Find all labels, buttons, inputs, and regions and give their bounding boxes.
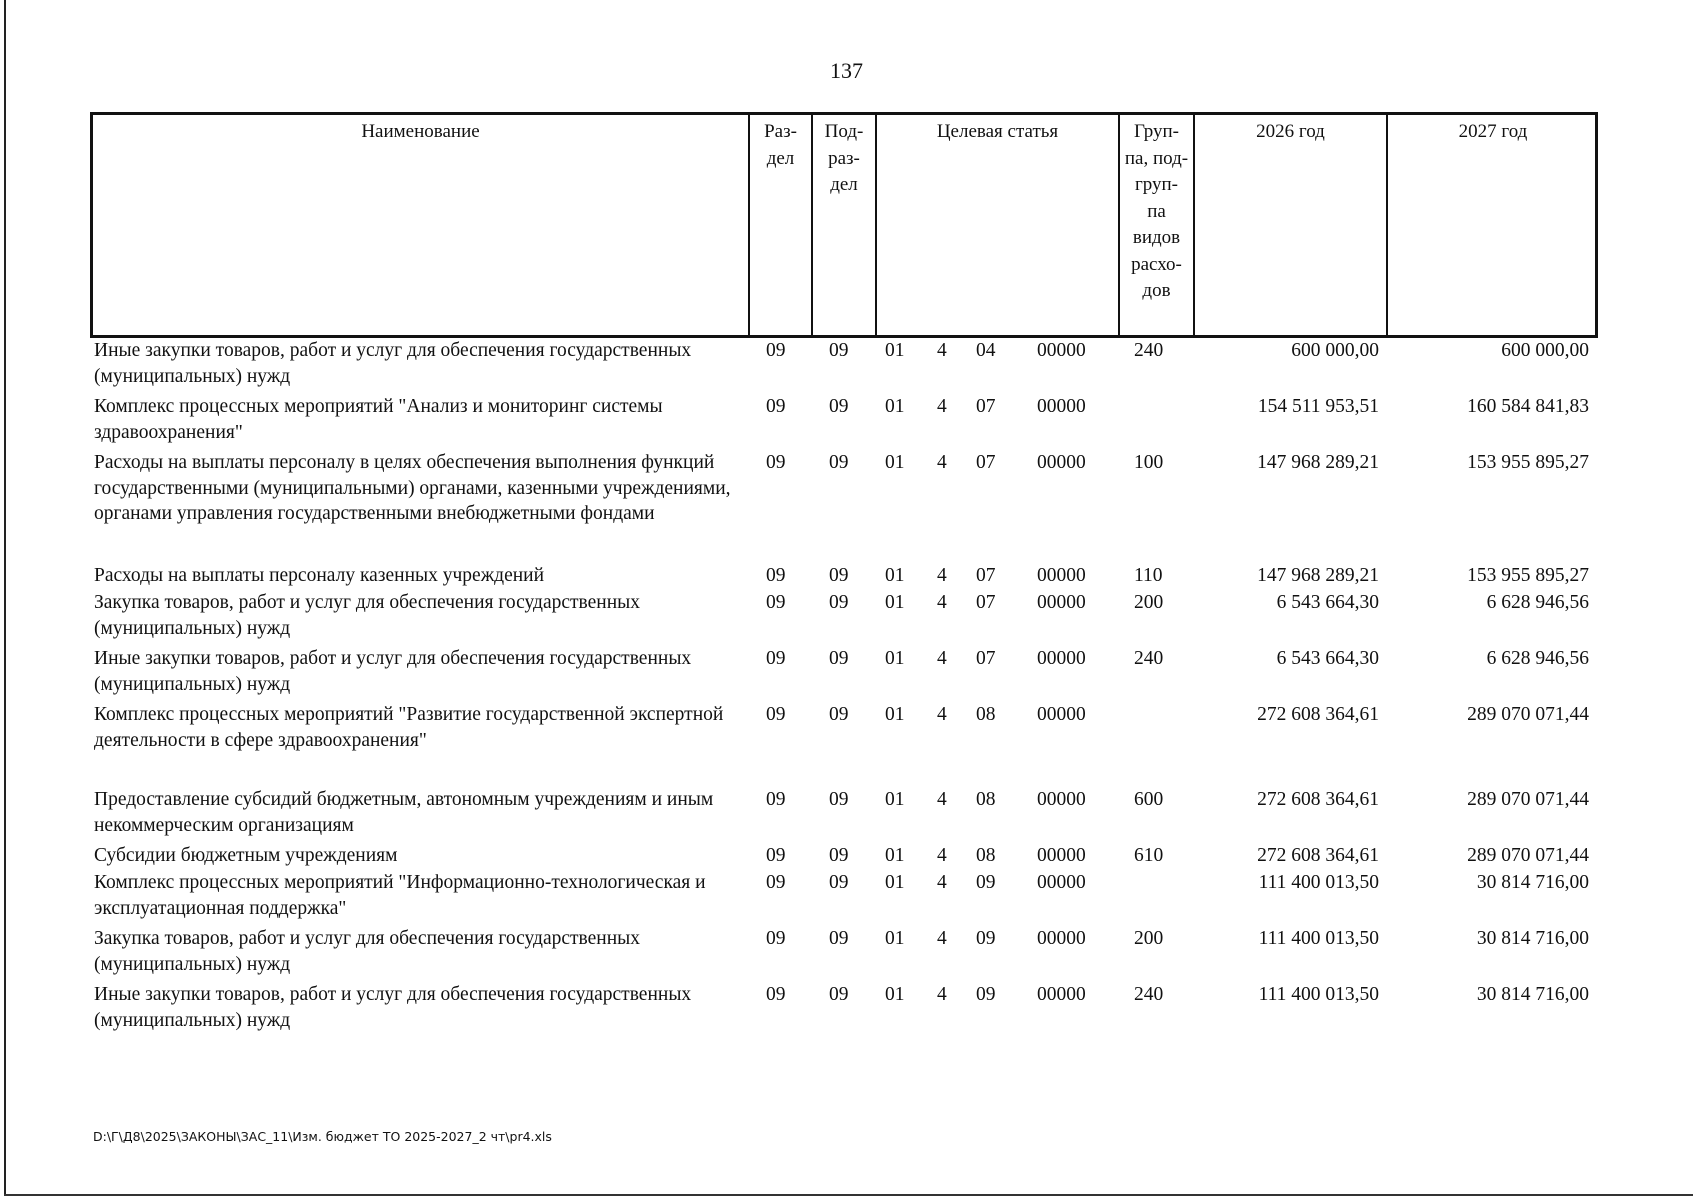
row-amount-2027: 289 070 071,44 xyxy=(1467,789,1589,810)
row-podrazdel: 09 xyxy=(829,845,849,866)
row-target-1: 01 xyxy=(885,396,905,417)
row-podrazdel: 09 xyxy=(829,452,849,473)
row-target-1: 01 xyxy=(885,565,905,586)
row-razdel: 09 xyxy=(766,565,786,586)
row-amount-2027: 289 070 071,44 xyxy=(1467,845,1589,866)
row-amount-2027: 30 814 716,00 xyxy=(1476,928,1589,949)
row-target-3: 07 xyxy=(976,592,996,613)
row-target-4: 00000 xyxy=(1037,592,1086,613)
row-target-4: 00000 xyxy=(1037,452,1086,473)
row-target-3: 07 xyxy=(976,396,996,417)
row-name: Комплекс процессных мероприятий "Развитие государственной экспертной деятельности в сфере здравоохранения" xyxy=(94,704,724,751)
row-razdel: 09 xyxy=(766,928,786,949)
row-amount-2026: 272 608 364,61 xyxy=(1257,845,1379,866)
row-razdel: 09 xyxy=(766,396,786,417)
row-podrazdel: 09 xyxy=(829,704,849,725)
row-target-3: 04 xyxy=(976,340,996,361)
header-expense-group: Груп- па, под- груп- па видов расхо- дов xyxy=(1120,115,1195,335)
row-target-2: 4 xyxy=(937,984,947,1005)
row-amount-2027: 30 814 716,00 xyxy=(1476,984,1589,1005)
row-amount-2027: 6 628 946,56 xyxy=(1486,648,1589,669)
row-name: Предоставление субсидий бюджетным, автономным учреждениям и иным некоммерческим организациям xyxy=(94,789,714,836)
row-target-3: 09 xyxy=(976,928,996,949)
scan-border-bottom xyxy=(4,1194,1693,1196)
row-amount-2026: 147 968 289,21 xyxy=(1257,452,1379,473)
row-amount-2026: 600 000,00 xyxy=(1291,340,1379,361)
row-amount-2026: 111 400 013,50 xyxy=(1258,872,1379,893)
row-target-2: 4 xyxy=(937,648,947,669)
row-amount-2026: 272 608 364,61 xyxy=(1257,789,1379,810)
row-target-1: 01 xyxy=(885,452,905,473)
row-target-1: 01 xyxy=(885,340,905,361)
row-target-4: 00000 xyxy=(1037,789,1086,810)
row-target-4: 00000 xyxy=(1037,984,1086,1005)
row-expense-group: 200 xyxy=(1134,592,1164,613)
row-expense-group: 610 xyxy=(1134,845,1164,866)
row-name: Иные закупки товаров, работ и услуг для обеспечения государственных (муниципальных) нужд xyxy=(94,984,692,1031)
row-target-3: 08 xyxy=(976,704,996,725)
row-name: Иные закупки товаров, работ и услуг для обеспечения государственных (муниципальных) нужд xyxy=(94,340,692,387)
row-amount-2026: 111 400 013,50 xyxy=(1258,984,1379,1005)
row-razdel: 09 xyxy=(766,789,786,810)
table-header xyxy=(90,112,1598,338)
row-expense-group: 600 xyxy=(1134,789,1164,810)
row-amount-2027: 153 955 895,27 xyxy=(1467,565,1589,586)
header-name: Наименование xyxy=(93,115,750,335)
row-target-4: 00000 xyxy=(1037,396,1086,417)
row-name: Закупка товаров, работ и услуг для обеспечения государственных (муниципальных) нужд xyxy=(94,592,641,639)
row-target-3: 08 xyxy=(976,845,996,866)
row-target-3: 08 xyxy=(976,789,996,810)
scan-border-left xyxy=(4,0,6,1196)
row-target-1: 01 xyxy=(885,789,905,810)
row-target-3: 07 xyxy=(976,452,996,473)
row-target-3: 09 xyxy=(976,872,996,893)
row-target-2: 4 xyxy=(937,565,947,586)
row-podrazdel: 09 xyxy=(829,565,849,586)
page-number: 137 xyxy=(830,58,863,83)
row-razdel: 09 xyxy=(766,648,786,669)
row-amount-2027: 6 628 946,56 xyxy=(1486,592,1589,613)
row-expense-group: 100 xyxy=(1134,452,1164,473)
row-amount-2027: 289 070 071,44 xyxy=(1467,704,1589,725)
row-razdel: 09 xyxy=(766,340,786,361)
row-name: Субсидии бюджетным учреждениям xyxy=(94,845,398,866)
row-amount-2026: 147 968 289,21 xyxy=(1257,565,1379,586)
row-target-2: 4 xyxy=(937,340,947,361)
row-name: Комплекс процессных мероприятий "Информационно-технологическая и эксплуатационная поддержка" xyxy=(94,872,706,919)
row-target-4: 00000 xyxy=(1037,872,1086,893)
row-name: Расходы на выплаты персоналу в целях обеспечения выполнения функций государственными (муниципальными) органами, казенными учреждениями, органами управления государственными внебюджетными фондами xyxy=(94,452,731,524)
row-expense-group: 240 xyxy=(1134,648,1164,669)
header-razdel: Раз- дел xyxy=(750,115,813,335)
row-target-2: 4 xyxy=(937,396,947,417)
row-name: Расходы на выплаты персоналу казенных учреждений xyxy=(94,565,545,586)
footer-file-path: D:\Г\Д8\2025\ЗАКОНЫ\ЗАС_11\Изм. бюджет ТО 2025-2027_2 чт\pr4.xls xyxy=(93,1129,552,1144)
row-podrazdel: 09 xyxy=(829,928,849,949)
row-target-3: 07 xyxy=(976,565,996,586)
row-amount-2026: 154 511 953,51 xyxy=(1257,396,1379,417)
row-target-4: 00000 xyxy=(1037,565,1086,586)
row-razdel: 09 xyxy=(766,592,786,613)
row-target-4: 00000 xyxy=(1037,928,1086,949)
row-razdel: 09 xyxy=(766,845,786,866)
row-podrazdel: 09 xyxy=(829,984,849,1005)
row-amount-2027: 600 000,00 xyxy=(1501,340,1589,361)
row-razdel: 09 xyxy=(766,984,786,1005)
row-target-2: 4 xyxy=(937,872,947,893)
row-podrazdel: 09 xyxy=(829,789,849,810)
row-target-2: 4 xyxy=(937,592,947,613)
row-target-4: 00000 xyxy=(1037,704,1086,725)
row-target-4: 00000 xyxy=(1037,648,1086,669)
row-name: Иные закупки товаров, работ и услуг для обеспечения государственных (муниципальных) нужд xyxy=(94,648,692,695)
row-target-2: 4 xyxy=(937,452,947,473)
row-razdel: 09 xyxy=(766,452,786,473)
row-podrazdel: 09 xyxy=(829,648,849,669)
row-razdel: 09 xyxy=(766,872,786,893)
row-target-1: 01 xyxy=(885,928,905,949)
header-podrazdel: Под- раз- дел xyxy=(813,115,877,335)
row-target-2: 4 xyxy=(937,928,947,949)
row-expense-group: 240 xyxy=(1134,340,1164,361)
header-2026: 2026 год xyxy=(1195,115,1388,335)
row-target-3: 09 xyxy=(976,984,996,1005)
row-amount-2026: 6 543 664,30 xyxy=(1276,648,1379,669)
row-razdel: 09 xyxy=(766,704,786,725)
row-amount-2026: 111 400 013,50 xyxy=(1258,928,1379,949)
row-amount-2027: 153 955 895,27 xyxy=(1467,452,1589,473)
row-podrazdel: 09 xyxy=(829,396,849,417)
row-target-2: 4 xyxy=(937,704,947,725)
row-amount-2027: 30 814 716,00 xyxy=(1476,872,1589,893)
row-amount-2027: 160 584 841,83 xyxy=(1467,396,1589,417)
row-name: Комплекс процессных мероприятий "Анализ и мониторинг системы здравоохранения" xyxy=(94,396,663,443)
row-target-1: 01 xyxy=(885,648,905,669)
row-podrazdel: 09 xyxy=(829,872,849,893)
row-target-1: 01 xyxy=(885,845,905,866)
row-name: Закупка товаров, работ и услуг для обеспечения государственных (муниципальных) нужд xyxy=(94,928,641,975)
row-target-2: 4 xyxy=(937,789,947,810)
row-target-3: 07 xyxy=(976,648,996,669)
row-podrazdel: 09 xyxy=(829,340,849,361)
row-podrazdel: 09 xyxy=(829,592,849,613)
row-target-1: 01 xyxy=(885,704,905,725)
row-expense-group: 200 xyxy=(1134,928,1164,949)
row-amount-2026: 6 543 664,30 xyxy=(1276,592,1379,613)
row-expense-group: 110 xyxy=(1134,565,1163,586)
row-target-2: 4 xyxy=(937,845,947,866)
row-target-1: 01 xyxy=(885,592,905,613)
row-amount-2026: 272 608 364,61 xyxy=(1257,704,1379,725)
row-target-1: 01 xyxy=(885,872,905,893)
row-expense-group: 240 xyxy=(1134,984,1164,1005)
header-target-article: Целевая статья xyxy=(877,115,1120,335)
header-2027: 2027 год xyxy=(1458,121,1528,142)
row-target-4: 00000 xyxy=(1037,340,1086,361)
row-target-4: 00000 xyxy=(1037,845,1086,866)
row-target-1: 01 xyxy=(885,984,905,1005)
